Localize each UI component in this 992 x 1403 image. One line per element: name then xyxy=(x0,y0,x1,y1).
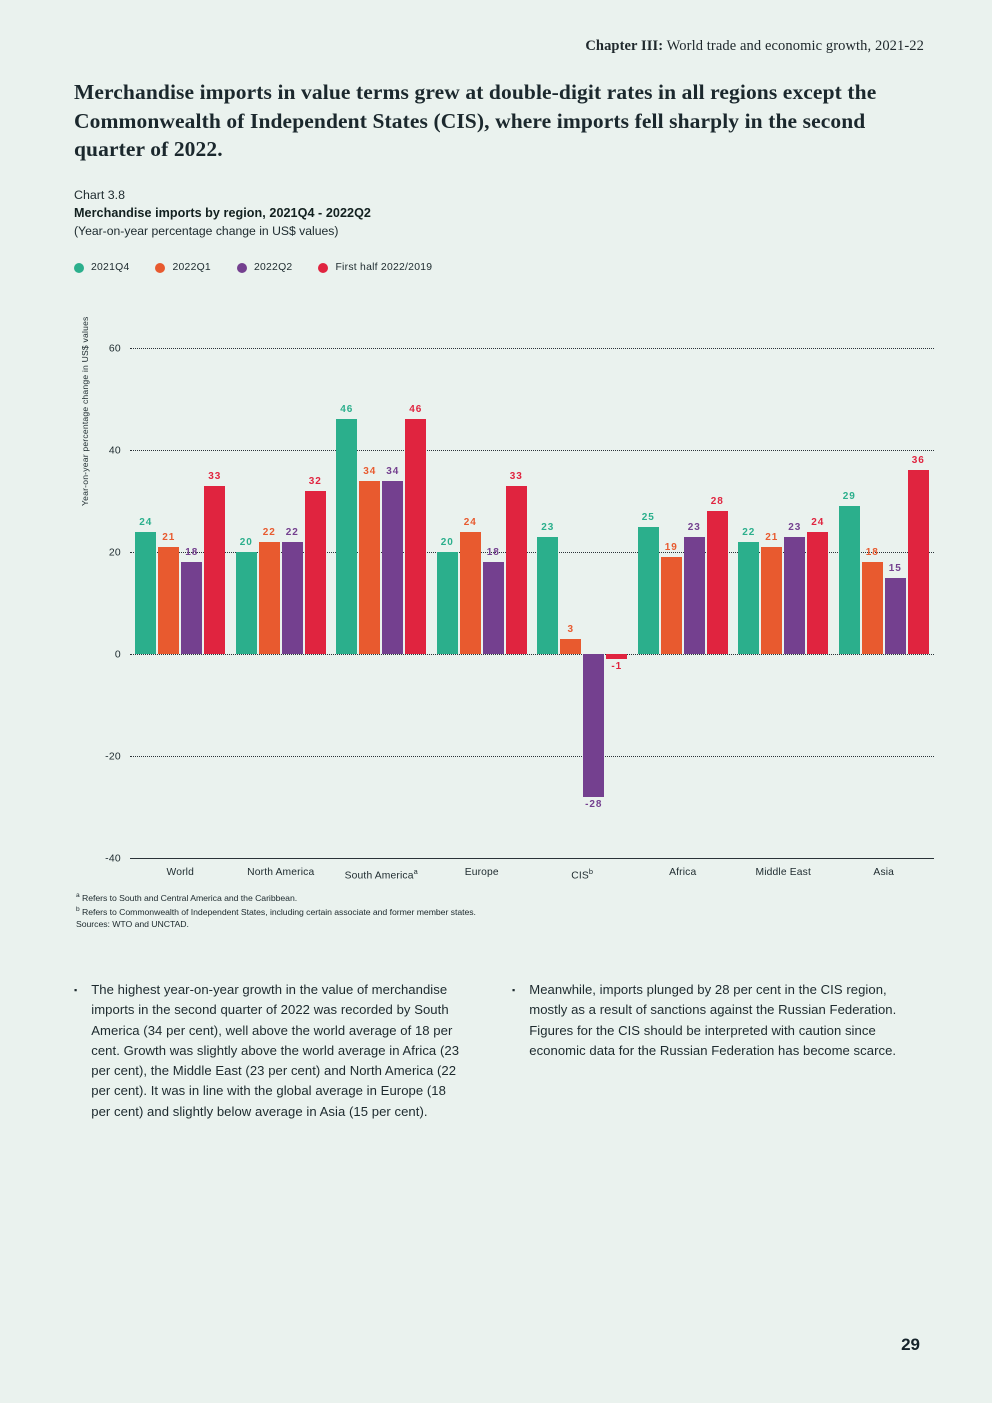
chart-subtitle: (Year-on-year percentage change in US$ values) xyxy=(74,224,339,238)
legend-label: 2022Q1 xyxy=(172,262,211,273)
x-axis-label xyxy=(834,867,935,878)
bar[interactable] xyxy=(336,419,357,654)
bar-value-label: 19 xyxy=(664,542,678,554)
x-axis-label xyxy=(532,867,633,881)
bars xyxy=(733,348,834,858)
bar-cell xyxy=(382,348,403,858)
bar-cell xyxy=(405,348,426,858)
bar[interactable] xyxy=(405,419,426,654)
note-a-text: Refers to South and Central America and the Caribbean. xyxy=(79,892,298,903)
bar[interactable] xyxy=(460,532,481,654)
x-axis-label xyxy=(231,867,332,878)
x-axis-label-text: World xyxy=(166,867,194,878)
chart-legend xyxy=(74,262,432,273)
bar[interactable] xyxy=(583,654,604,797)
bar[interactable] xyxy=(807,532,828,654)
bar-cell xyxy=(336,348,357,858)
x-axis-label-footnote-marker: a xyxy=(413,867,418,876)
y-axis-tick: 20 xyxy=(108,547,121,559)
bar-value-label: 22 xyxy=(742,526,756,538)
note-a-marker: a xyxy=(76,892,80,899)
legend-swatch-icon xyxy=(155,263,165,273)
bar-value-label: 15 xyxy=(888,562,902,574)
bars xyxy=(834,348,935,858)
bar-cell xyxy=(862,348,883,858)
bar-cell xyxy=(437,348,458,858)
bar[interactable] xyxy=(259,542,280,654)
bar-group xyxy=(733,348,834,878)
body-column-left xyxy=(74,980,464,1122)
bar[interactable] xyxy=(839,506,860,654)
bullet-text: Meanwhile, imports plunged by 28 per cent in the CIS region, mostly as a result of sanctions against the Russian Federation. Figures for the CIS should be interpreted with caution since economic data for the Russian Federation has become scarce. xyxy=(529,982,897,1058)
bars xyxy=(331,348,432,858)
bar-cell xyxy=(885,348,906,858)
x-axis-label-text: CIS xyxy=(571,870,589,882)
bar-cell xyxy=(282,348,303,858)
bar[interactable] xyxy=(761,547,782,654)
bar-value-label: 18 xyxy=(865,547,879,559)
gridline xyxy=(105,853,934,865)
chart-caption xyxy=(74,186,774,240)
bar-value-label: -28 xyxy=(585,798,603,810)
x-axis-label-text: Middle East xyxy=(755,867,811,878)
y-axis-tick: 0 xyxy=(114,649,121,661)
bar-cell xyxy=(135,348,156,858)
bar-cell xyxy=(158,348,179,858)
bar-cell xyxy=(181,348,202,858)
bar-value-label: 25 xyxy=(641,511,655,523)
bar-value-label: 28 xyxy=(710,496,724,508)
bar-cell xyxy=(784,348,805,858)
bar-value-label: 21 xyxy=(765,531,779,543)
bar-cell xyxy=(483,348,504,858)
legend-item[interactable] xyxy=(155,262,210,273)
bar-cell xyxy=(638,348,659,858)
bar-cell xyxy=(506,348,527,858)
bar-value-label: 46 xyxy=(409,404,423,416)
bar[interactable] xyxy=(908,470,929,654)
running-head-chapter: Chapter III: xyxy=(585,38,664,54)
bar-cell xyxy=(908,348,929,858)
bar-cell xyxy=(606,348,627,858)
bar-value-label: 32 xyxy=(308,475,322,487)
bar-group xyxy=(432,348,533,878)
bar-cell xyxy=(684,348,705,858)
bar-group xyxy=(834,348,935,878)
bar-cell xyxy=(236,348,257,858)
bar[interactable] xyxy=(236,552,257,654)
y-axis-tick: 60 xyxy=(108,343,121,355)
bar[interactable] xyxy=(606,654,627,659)
note-b xyxy=(76,904,916,918)
bar-value-label: 22 xyxy=(262,526,276,538)
bar-value-label: 20 xyxy=(239,537,253,548)
bar-value-label: -1 xyxy=(611,661,623,673)
bar-cell xyxy=(359,348,380,858)
x-axis-label xyxy=(130,867,231,878)
bar[interactable] xyxy=(738,542,759,654)
bar-cell xyxy=(707,348,728,858)
bars xyxy=(231,348,332,858)
bar[interactable] xyxy=(707,511,728,654)
running-head-text: World trade and economic growth, 2021-22 xyxy=(663,38,924,54)
bar[interactable] xyxy=(282,542,303,654)
bar-value-label: 29 xyxy=(842,491,856,503)
bar-cell xyxy=(807,348,828,858)
page-number: 29 xyxy=(901,1335,920,1354)
bullet-item xyxy=(74,980,464,1122)
bar[interactable] xyxy=(382,481,403,654)
bar-value-label: 22 xyxy=(285,526,299,538)
y-axis-tick: 40 xyxy=(108,445,121,457)
bar[interactable] xyxy=(305,491,326,654)
bars xyxy=(432,348,533,858)
bar-value-label: 36 xyxy=(911,455,925,467)
bar[interactable] xyxy=(506,486,527,654)
bar[interactable] xyxy=(638,527,659,655)
y-axis-tick: -40 xyxy=(105,853,121,865)
bar[interactable] xyxy=(483,562,504,654)
bar-cell xyxy=(738,348,759,858)
x-axis-label-text: South America xyxy=(344,870,414,882)
bar-cell xyxy=(583,348,604,858)
bar[interactable] xyxy=(204,486,225,654)
bar-value-label: 24 xyxy=(463,516,477,528)
bar[interactable] xyxy=(684,537,705,654)
y-axis-tick: -20 xyxy=(105,751,121,763)
bar-value-label: 18 xyxy=(486,547,500,559)
bar-value-label: 24 xyxy=(139,516,153,528)
bar-group xyxy=(231,348,332,878)
bar-value-label: 34 xyxy=(386,465,400,477)
body-columns xyxy=(74,980,919,1122)
legend-item[interactable] xyxy=(237,262,292,273)
x-axis-label xyxy=(331,867,432,881)
x-axis-label xyxy=(432,867,533,878)
bar-value-label: 3 xyxy=(567,623,574,635)
bar[interactable] xyxy=(537,537,558,654)
plot-area xyxy=(105,343,934,882)
x-axis-label-text: Europe xyxy=(464,867,499,878)
chart-area xyxy=(74,316,934,890)
bar-value-label: 21 xyxy=(162,531,176,543)
y-axis-title: Year-on-year percentage change in US$ values xyxy=(80,316,90,506)
legend-item[interactable] xyxy=(318,262,432,273)
page-headline: Merchandise imports in value terms grew at double-digit rates in all regions except the Commonwealth of Independent States (CIS), where imports fell sharply in the second quarter of 2022. xyxy=(74,80,877,161)
bar-group xyxy=(331,348,432,882)
bar[interactable] xyxy=(135,532,156,654)
bar-value-label: 18 xyxy=(185,547,199,559)
bar-group xyxy=(130,348,231,878)
legend-label: 2021Q4 xyxy=(91,262,130,273)
y-axis-title-wrap xyxy=(80,316,100,808)
bar-value-label: 46 xyxy=(340,404,354,416)
bar-value-label: 23 xyxy=(788,521,802,533)
bar-group xyxy=(532,348,633,882)
bar[interactable] xyxy=(885,578,906,655)
bars xyxy=(633,348,734,858)
bar[interactable] xyxy=(560,639,581,654)
bar-cell xyxy=(661,348,682,858)
bullet-text: The highest year-on-year growth in the value of merchandise imports in the second quarter of 2022 was recorded by South America (34 per cent), well above the world average of 18 per cent. Growth was slightly above the world average in Africa (23 per cent), the Middle East (23 per cent) and North America (22 per cent). It was in line with the global average in Europe (18 per cent) and slightly below average in Asia (15 per cent). xyxy=(91,982,460,1119)
bar[interactable] xyxy=(359,481,380,654)
bar-groups xyxy=(130,348,934,882)
bar-cell xyxy=(204,348,225,858)
bar[interactable] xyxy=(181,562,202,654)
bar[interactable] xyxy=(661,557,682,654)
bar-cell xyxy=(839,348,860,858)
note-b-text: Refers to Commonwealth of Independent States, including certain associate and former member states. xyxy=(79,906,476,917)
body-column-right xyxy=(512,980,902,1122)
bar-cell xyxy=(761,348,782,858)
x-axis-label xyxy=(733,867,834,878)
x-axis-label xyxy=(633,867,734,878)
bar[interactable] xyxy=(784,537,805,654)
bar-value-label: 33 xyxy=(208,470,222,482)
bar-value-label: 23 xyxy=(541,521,555,533)
bar-value-label: 20 xyxy=(440,537,454,548)
bar-cell xyxy=(537,348,558,858)
x-axis-label-text: North America xyxy=(247,867,315,878)
bar-value-label: 24 xyxy=(811,516,825,528)
bars xyxy=(130,348,231,858)
x-axis-label-text: Asia xyxy=(873,867,895,878)
legend-label: First half 2022/2019 xyxy=(335,262,433,273)
legend-swatch-icon xyxy=(318,263,328,273)
chart-notes xyxy=(76,890,916,930)
x-axis-label-text: Africa xyxy=(669,867,697,878)
bar-cell xyxy=(305,348,326,858)
bar[interactable] xyxy=(437,552,458,654)
note-a xyxy=(76,890,916,904)
bars xyxy=(532,348,633,858)
x-axis-label-footnote-marker: b xyxy=(588,867,594,876)
note-b-marker: b xyxy=(76,906,80,914)
bar-value-label: 34 xyxy=(363,465,377,477)
bar-cell xyxy=(460,348,481,858)
bar[interactable] xyxy=(158,547,179,654)
legend-swatch-icon xyxy=(237,263,247,273)
bar[interactable] xyxy=(862,562,883,654)
bullet-marker-icon: ▪ xyxy=(512,985,516,995)
bar-value-label: 23 xyxy=(687,521,701,533)
bullet-item xyxy=(512,980,902,1061)
bar-cell xyxy=(560,348,581,858)
chart-title: Merchandise imports by region, 2021Q4 - 2022Q2 xyxy=(74,206,371,220)
running-head xyxy=(585,38,924,55)
bar-cell xyxy=(259,348,280,858)
note-sources: Sources: WTO and UNCTAD. xyxy=(76,919,189,930)
bar-group xyxy=(633,348,734,878)
chart-number: Chart 3.8 xyxy=(74,188,125,202)
bullet-marker-icon: ▪ xyxy=(74,985,78,995)
legend-label: 2022Q2 xyxy=(253,262,293,273)
bar-value-label: 33 xyxy=(509,470,523,482)
